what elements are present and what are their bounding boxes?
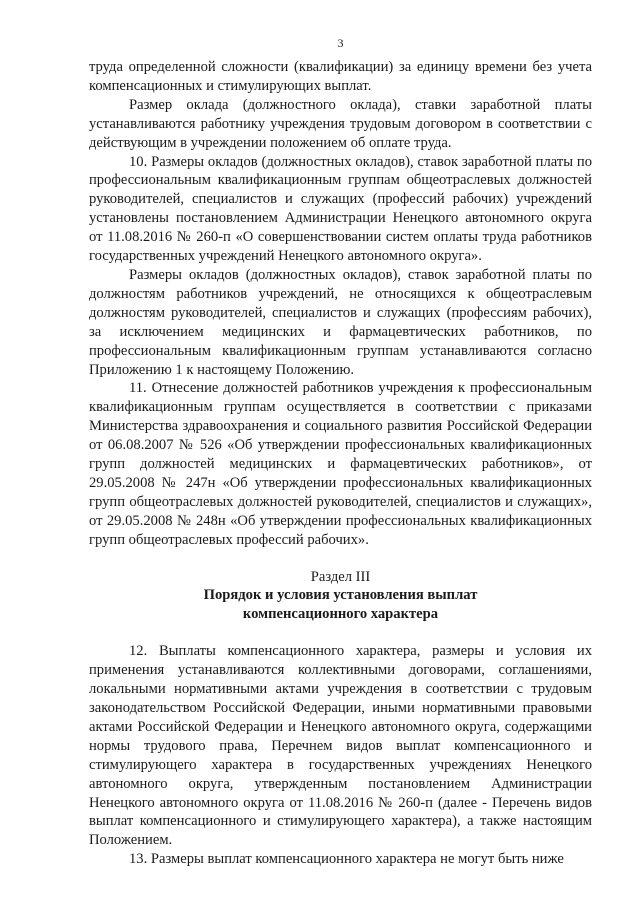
page-number: 3 [337, 36, 344, 50]
paragraph-continuation: труда определенной сложности (квалификации) за единицу времени без учета компенсационных и стимулирующих выплат. [89, 59, 592, 94]
paragraph-10-continued: Размеры окладов (должностных окладов), ставок заработной платы по должностям работников учреждений, не относящихся к общеотраслевым должностям руководителей, специалистов и служащих (профессиям рабочих), за исключением медицинских и фармацевтических работников, по профессиональным квалификационным группам устанавливаются согласно Приложению 1 к настоящему Положению. [89, 266, 592, 378]
paragraph-salary-size: Размер оклада (должностного оклада), ставки заработной платы устанавливаются работнику учреждения трудовым договором в соответствии с действующим в учреждении положением об оплате труда. [89, 96, 592, 151]
section-heading: Раздел III [310, 568, 371, 585]
paragraph-12: 12. Выплаты компенсационного характера, размеры и условия их применения устанавливаются коллективными договорами, соглашениями, локальными нормативными актами учреждения в соответствии с трудовым законодательством Российской Федерации, иными нормативными правовыми актами Российской Федерации и Ненецкого автономного округа, содержащими нормы трудового права, Перечнем видов выплат компенсационного и стимулирующего характера в государственных учреждениях Ненецкого автономного округа, утвержденным постановлением Администрации Ненецкого автономного округа от 11.08.2016 № 260-п (далее - Перечень видов выплат компенсационного и стимулирующего характера), а также настоящим Положением. [89, 643, 592, 849]
section-spacer [89, 550, 592, 568]
section-title-line-1: Порядок и условия установления выплат [203, 587, 478, 604]
section-spacer [89, 624, 592, 642]
section-title-line-2: компенсационного характера [242, 606, 439, 623]
document-body [89, 58, 592, 869]
paragraph-11: 11. Отнесение должностей работников учреждения к профессиональным квалификационным группам осуществляется в соответствии с приказами Министерства здравоохранения и социального развития Российской Федерации от 06.08.2007 № 526 «Об утверждении профессиональных квалификационных групп должностей медицинских и фармацевтических работников», от 29.05.2008 № 247н «Об утверждении профессиональных квалификационных групп общеотраслевых должностей руководителей, специалистов и служащих», от 29.05.2008 № 248н «Об утверждении профессиональных квалификационных групп общеотраслевых профессий рабочих». [89, 380, 592, 548]
paragraph-10: 10. Размеры окладов (должностных окладов), ставок заработной платы по профессиональным квалификационным группам общеотраслевых должностей руководителей, специалистов и служащих (профессий рабочих) учреждений установлены постановлением Администрации Ненецкого автономного округа от 11.08.2016 № 260-п «О совершенствовании систем оплаты труда работников государственных учреждений Ненецкого автономного округа». [89, 153, 592, 265]
paragraph-13: 13. Размеры выплат компенсационного характера не могут быть ниже [129, 851, 564, 868]
